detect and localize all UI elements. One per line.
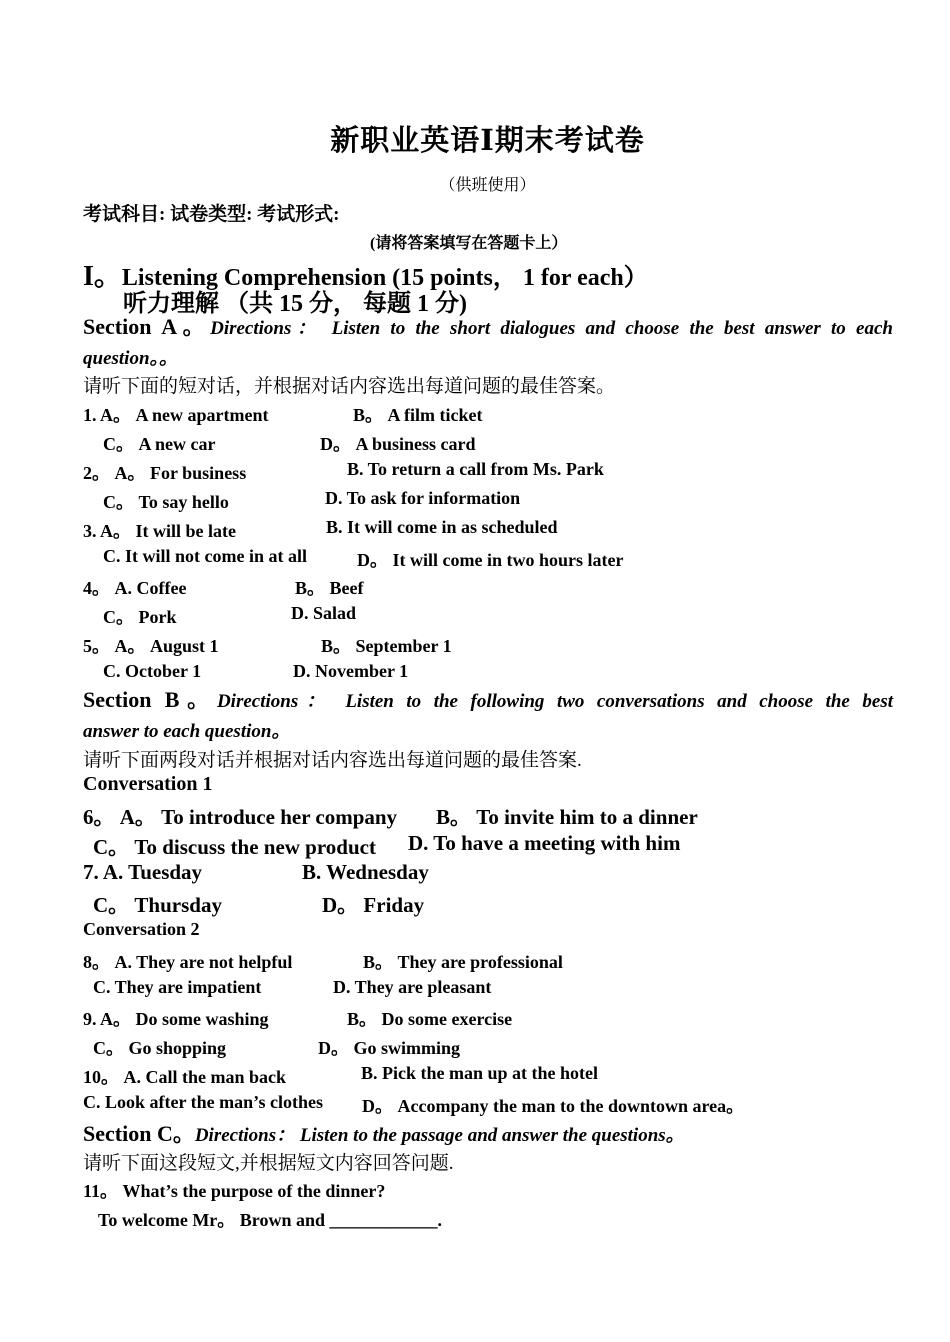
section-c-cn: 请听下面这段短文,并根据短文内容回答问题. bbox=[83, 1153, 454, 1174]
part1-roman: I。 bbox=[83, 261, 122, 292]
q1-option-a: 1. A。 A new apartment bbox=[83, 405, 269, 425]
section-a-directions bbox=[83, 313, 893, 343]
q10-option-a: 10。 A. Call the man back bbox=[83, 1067, 287, 1087]
section-b-directions-cont: answer to each question。 bbox=[83, 721, 291, 742]
q9-option-b: B。 Do some exercise bbox=[347, 1009, 513, 1029]
q8-option-b: B。 They are professional bbox=[363, 952, 563, 972]
q5-option-c: C. October 1 bbox=[103, 661, 202, 681]
q5-option-d: D. November 1 bbox=[293, 661, 409, 681]
q11-answer-line: To welcome Mr。 Brown and ____________. bbox=[98, 1210, 442, 1230]
q3-option-a: 3. A。 It will be late bbox=[83, 521, 236, 541]
section-a-directions-cont: question。。 bbox=[83, 348, 179, 369]
q10-option-c: C. Look after the man’s clothes bbox=[83, 1092, 323, 1112]
q7-option-a: 7. A. Tuesday bbox=[83, 860, 203, 884]
q6-option-a: 6。 A。 To introduce her company bbox=[83, 805, 398, 829]
section-b-directions-text: Directions： Listen to the following two conversations and choose the best bbox=[216, 691, 893, 712]
q8-option-c: C. They are impatient bbox=[93, 977, 262, 997]
part1-heading-cn: 听力理解 （共 15 分， 每题 1 分) bbox=[123, 291, 467, 317]
q2-option-a: 2。 A。 For business bbox=[83, 463, 247, 483]
q5-option-a: 5。 A。 August 1 bbox=[83, 636, 219, 656]
q4-option-c: C。 Pork bbox=[103, 607, 177, 627]
part1-heading-en: Listening Comprehension (15 points， 1 for each） bbox=[121, 265, 648, 291]
section-c-label: Section C。 bbox=[83, 1121, 195, 1146]
q2-option-c: C。 To say hello bbox=[103, 492, 229, 512]
q9-option-d: D。 Go swimming bbox=[318, 1038, 461, 1058]
section-a-directions-text: Directions： Listen to the short dialogues and choose the best answer to each bbox=[210, 318, 893, 339]
q4-option-d: D. Salad bbox=[291, 603, 357, 623]
q3-option-d: D。 It will come in two hours later bbox=[357, 550, 624, 570]
q3-option-c: C. It will not come in at all bbox=[103, 546, 307, 566]
conversation-2-label: Conversation 2 bbox=[83, 919, 200, 939]
q10-option-b: B. Pick the man up at the hotel bbox=[361, 1063, 599, 1083]
q10-option-d: D。 Accompany the man to the downtown area。 bbox=[362, 1096, 745, 1116]
q1-option-c: C。 A new car bbox=[103, 434, 216, 454]
q11-question: 11。 What’s the purpose of the dinner? bbox=[83, 1181, 386, 1201]
q4-option-a: 4。 A. Coffee bbox=[83, 578, 187, 598]
q2-option-b: B. To return a call from Ms. Park bbox=[347, 459, 604, 479]
section-c-directions: Directions： Listen to the passage and answer the questions。 bbox=[194, 1125, 685, 1146]
q7-option-c: C。 Thursday bbox=[93, 893, 222, 917]
conversation-1-label: Conversation 1 bbox=[83, 773, 213, 795]
section-c-heading bbox=[83, 1117, 685, 1148]
q8-option-d: D. They are pleasant bbox=[333, 977, 492, 997]
q3-option-b: B. It will come in as scheduled bbox=[326, 517, 558, 537]
q2-option-d: D. To ask for information bbox=[325, 488, 521, 508]
q6-option-c: C。 To discuss the new product bbox=[93, 835, 376, 859]
exam-subtitle: （供班使用） bbox=[439, 177, 536, 194]
section-b-label: Section B。 bbox=[83, 687, 217, 712]
q1-option-b: B。 A film ticket bbox=[353, 405, 483, 425]
q4-option-b: B。 Beef bbox=[295, 578, 364, 598]
q7-option-b: B. Wednesday bbox=[302, 860, 429, 884]
answer-card-note: (请将答案填写在答题卡上） bbox=[370, 235, 568, 252]
section-a-label: Section A。 bbox=[83, 314, 211, 339]
section-b-cn: 请听下面两段对话并根据对话内容选出每道问题的最佳答案. bbox=[83, 750, 582, 771]
q9-option-c: C。 Go shopping bbox=[93, 1038, 227, 1058]
section-a-cn: 请听下面的短对话，并根据对话内容选出每道问题的最佳答案。 bbox=[83, 376, 616, 397]
exam-title: 新职业英语Ⅰ期末考试卷 bbox=[330, 125, 645, 157]
q8-option-a: 8。 A. They are not helpful bbox=[83, 952, 293, 972]
q7-option-d: D。 Friday bbox=[322, 893, 425, 917]
q5-option-b: B。 September 1 bbox=[321, 636, 452, 656]
exam-meta: 考试科目: 试卷类型: 考试形式: bbox=[83, 204, 340, 225]
q6-option-d: D. To have a meeting with him bbox=[408, 831, 681, 855]
q9-option-a: 9. A。 Do some washing bbox=[83, 1009, 269, 1029]
section-b-directions bbox=[83, 686, 893, 716]
q1-option-d: D。 A business card bbox=[320, 434, 476, 454]
q6-option-b: B。 To invite him to a dinner bbox=[436, 805, 698, 829]
